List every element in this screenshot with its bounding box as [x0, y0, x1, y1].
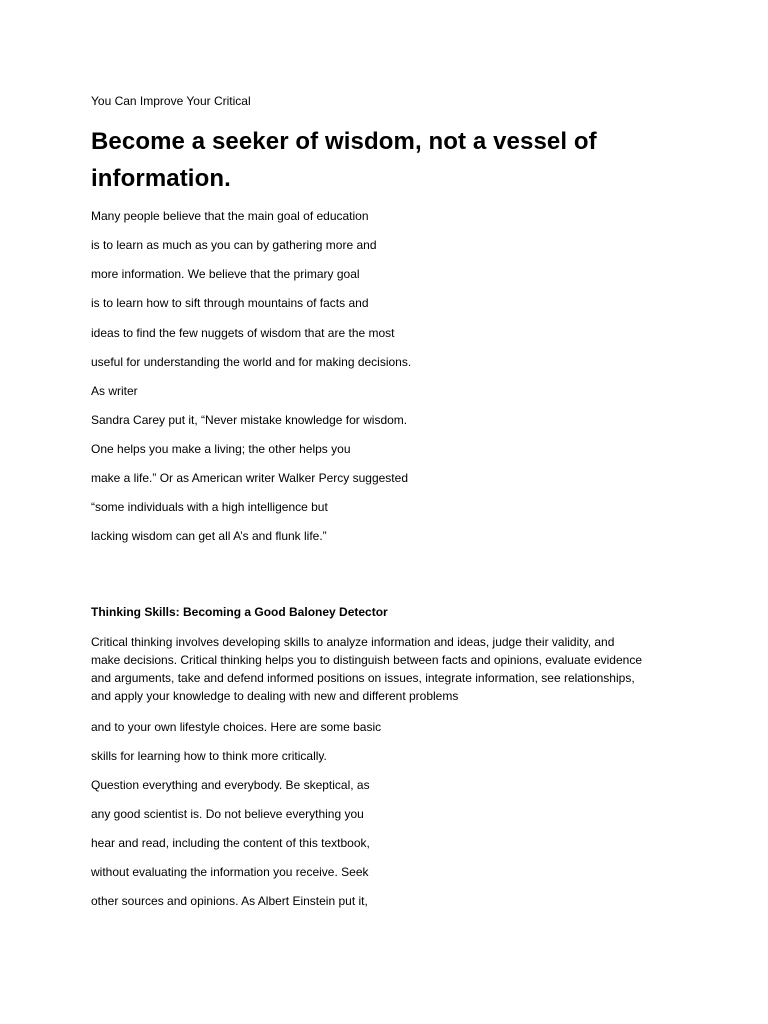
title-line: information. [91, 165, 231, 192]
text-line: lacking wisdom can get all A’s and flunk life.” [91, 529, 327, 543]
title-line: Become a seeker of wisdom, not a vessel of [91, 128, 597, 155]
text-line: Sandra Carey put it, “Never mistake knowledge for wisdom. [91, 413, 408, 427]
paragraph-line: and apply your knowledge to dealing with new and different problems [91, 689, 459, 703]
text-line: make a life.” Or as American writer Walker Percy suggested [91, 471, 408, 485]
text-line: “some individuals with a high intelligence but [91, 500, 328, 514]
text-line: without evaluating the information you receive. Seek [91, 865, 369, 879]
text-line: and to your own lifestyle choices. Here are some basic [91, 720, 382, 734]
text-line: useful for understanding the world and for making decisions. [91, 355, 412, 369]
text-line: more information. We believe that the primary goal [91, 267, 360, 281]
section-heading: Thinking Skills: Becoming a Good Baloney Detector [91, 605, 388, 619]
text-line: hear and read, including the content of this textbook, [91, 836, 370, 850]
text-line: is to learn as much as you can by gathering more and [91, 238, 377, 252]
text-line: ideas to find the few nuggets of wisdom that are the most [91, 326, 395, 340]
text-line: One helps you make a living; the other helps you [91, 442, 351, 456]
paragraph-line: make decisions. Critical thinking helps you to distinguish between facts and opinions, evaluate evidence [91, 653, 642, 667]
text-line: Many people believe that the main goal of education [91, 209, 369, 223]
page-title [91, 123, 691, 197]
header-line: You Can Improve Your Critical [91, 94, 251, 108]
paragraph-line: Critical thinking involves developing skills to analyze information and ideas, judge their validity, and [91, 635, 615, 649]
text-line: As writer [91, 384, 138, 398]
text-line: other sources and opinions. As Albert Einstein put it, [91, 894, 368, 908]
paragraph-line: and arguments, take and defend informed positions on issues, integrate information, see relationships, [91, 671, 635, 685]
text-line: Question everything and everybody. Be skeptical, as [91, 778, 370, 792]
paragraph [91, 633, 691, 705]
text-line: skills for learning how to think more critically. [91, 749, 327, 763]
text-line: is to learn how to sift through mountains of facts and [91, 296, 369, 310]
text-line: any good scientist is. Do not believe everything you [91, 807, 364, 821]
